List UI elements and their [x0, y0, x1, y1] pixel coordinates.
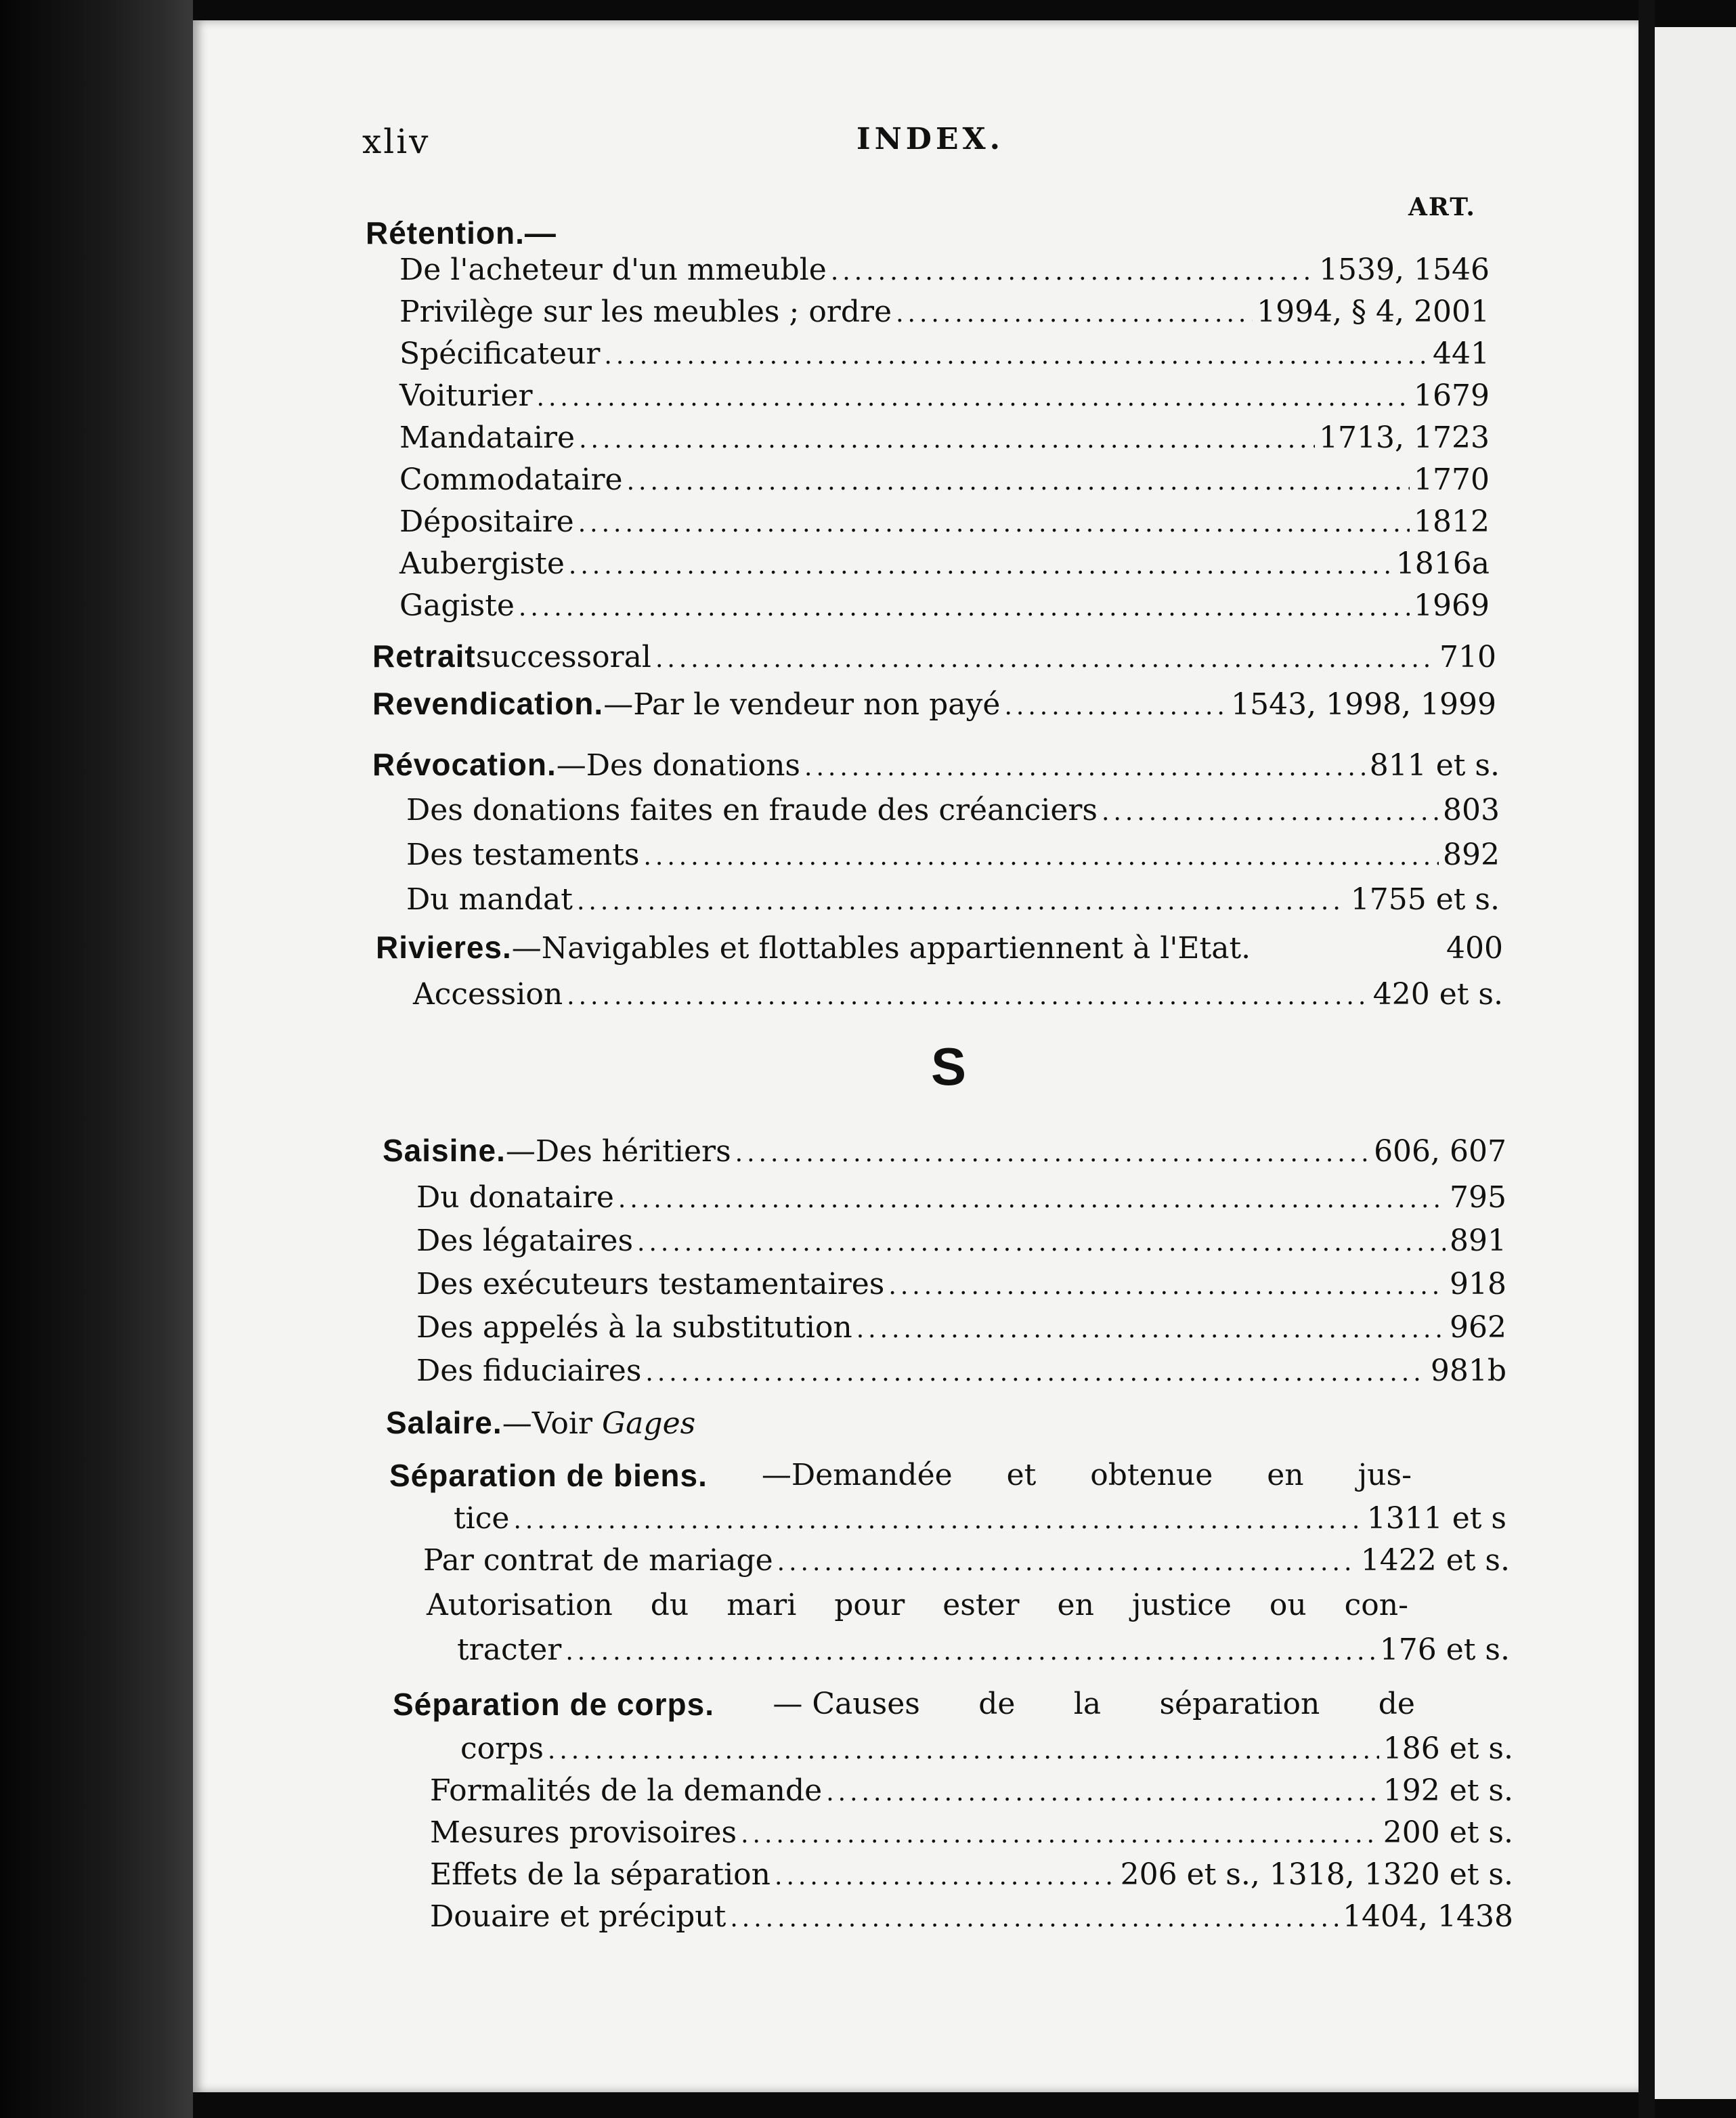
cross-reference: Gages — [602, 1406, 696, 1441]
entry-text: —Voir — [502, 1406, 603, 1441]
article-ref: 420 et s. — [1372, 977, 1503, 1012]
entry-separation-corps — [393, 1685, 1415, 1724]
article-ref: 1543, 1998, 1999 — [1231, 687, 1496, 722]
article-ref: 1404, 1438 — [1343, 1899, 1513, 1934]
entry-heading: Séparation de biens. — [389, 1458, 708, 1493]
entry-word: en — [1057, 1588, 1094, 1622]
page-divider — [1639, 0, 1655, 2118]
entry-heading: Saisine. — [383, 1133, 506, 1168]
entry-word: jus- — [1358, 1458, 1412, 1492]
subentry-label: Douaire et préciput — [430, 1899, 726, 1934]
entry-retention — [366, 213, 557, 254]
entry-rivieres — [376, 928, 1503, 968]
entry-text: —Des héritiers — [505, 1134, 731, 1169]
article-ref: 606, 607 — [1374, 1134, 1506, 1169]
article-ref: 1422 et s. — [1360, 1543, 1510, 1578]
article-ref: 441 — [1433, 337, 1490, 371]
subentry — [406, 836, 1500, 877]
article-ref: 1994, § 4, 2001 — [1257, 295, 1490, 329]
leader-dots — [730, 1897, 1339, 1939]
book-gutter — [0, 0, 193, 2118]
entry-revocation — [372, 745, 1500, 787]
subentry — [430, 1771, 1513, 1813]
subentry — [399, 293, 1490, 334]
entry-text: tice — [454, 1501, 510, 1536]
entry-saisine — [383, 1131, 1506, 1173]
subentry-label: Effets de la séparation — [430, 1857, 771, 1892]
leader-dots — [775, 1855, 1116, 1897]
leader-dots — [548, 1729, 1379, 1771]
entry-heading: Revendication. — [372, 686, 604, 721]
article-ref: 811 et s. — [1369, 748, 1500, 783]
entry-continuation — [457, 1630, 1510, 1672]
leader-dots — [735, 1132, 1370, 1173]
facing-page-edge — [1655, 27, 1736, 2099]
article-ref: 1969 — [1414, 588, 1490, 623]
subentry — [399, 502, 1490, 544]
leader-dots — [565, 1630, 1375, 1672]
entry-word: séparation — [1159, 1687, 1320, 1721]
subentry — [416, 1265, 1506, 1306]
subentry-label: Formalités de la demande — [430, 1773, 823, 1808]
entry-text: tracter — [457, 1633, 562, 1667]
article-ref: 981b — [1430, 1354, 1506, 1388]
entry-text: successoral — [475, 640, 651, 674]
article-ref: 892 — [1443, 838, 1500, 872]
article-ref: 206 et s., 1318, 1320 et s. — [1120, 1857, 1513, 1892]
subentry-label: Par contrat de mariage — [423, 1543, 773, 1578]
subentry-label: Des fiduciaires — [416, 1354, 642, 1388]
leader-dots — [604, 334, 1429, 376]
leader-dots — [627, 460, 1410, 502]
subentry — [416, 1222, 1506, 1263]
article-ref: 192 et s. — [1383, 1773, 1513, 1808]
subentry-label: Des testaments — [406, 838, 640, 872]
leader-dots — [579, 418, 1315, 460]
entry-word: —Demandée — [761, 1458, 953, 1492]
subentry-label: Spécificateur — [399, 337, 601, 371]
entry-word: et — [1006, 1458, 1037, 1492]
entry-word: justice — [1131, 1588, 1232, 1622]
subentry — [430, 1897, 1513, 1939]
leader-dots — [896, 293, 1253, 334]
entry-salaire — [386, 1403, 695, 1444]
subentry — [399, 334, 1490, 376]
article-ref: 795 — [1450, 1180, 1506, 1215]
subentry-label: Privilège sur les meubles ; ordre — [399, 295, 892, 329]
leader-dots — [567, 975, 1369, 1016]
entry-text: —Des donations — [556, 748, 801, 783]
leader-dots — [537, 376, 1410, 418]
leader-dots — [569, 544, 1392, 586]
subentry-label: Gagiste — [399, 588, 515, 623]
leader-dots — [643, 836, 1439, 877]
subentry-label: Commodataire — [399, 462, 623, 497]
subentry — [406, 791, 1500, 832]
subentry — [416, 1352, 1506, 1393]
entry-word: ester — [942, 1588, 1020, 1622]
article-ref: 1539, 1546 — [1319, 253, 1490, 287]
article-ref: 1770 — [1414, 462, 1490, 497]
article-ref: 891 — [1450, 1224, 1506, 1258]
subentry-label: Des appelés à la substitution — [416, 1310, 852, 1345]
running-head: INDEX. — [856, 122, 1004, 156]
article-ref: 1311 et s — [1366, 1501, 1506, 1536]
leader-dots — [1102, 791, 1439, 832]
leader-dots — [856, 1308, 1446, 1349]
article-column-label: ART. — [1408, 193, 1476, 221]
article-ref: 400 — [1446, 931, 1503, 966]
subentry-label: Aubergiste — [399, 546, 565, 581]
leader-dots — [637, 1222, 1446, 1263]
entry-word: Autorisation — [427, 1588, 613, 1622]
article-ref: 918 — [1450, 1267, 1506, 1301]
page-number: xliv — [362, 122, 431, 161]
subentry-label: Mesures provisoires — [430, 1815, 737, 1850]
entry-separation-biens — [389, 1456, 1412, 1495]
entry-continuation — [454, 1499, 1506, 1540]
article-ref: 186 et s. — [1383, 1731, 1513, 1766]
article-ref: 803 — [1443, 793, 1500, 827]
subentry-label: Dépositaire — [399, 504, 574, 539]
entry-continuation — [460, 1729, 1513, 1771]
entry-text: corps — [460, 1731, 544, 1766]
subentry — [430, 1855, 1513, 1897]
leader-dots — [741, 1813, 1379, 1855]
subentry-label: Mandataire — [399, 420, 576, 455]
subentry-label: Voiturier — [399, 379, 533, 413]
entry-retrait — [372, 636, 1496, 679]
entry-heading: Salaire. — [386, 1405, 502, 1440]
entry-word: du — [650, 1588, 689, 1622]
subentry — [416, 1308, 1506, 1349]
leader-dots — [655, 638, 1435, 679]
leader-dots — [804, 746, 1366, 787]
subentry-label: Des exécuteurs testamentaires — [416, 1267, 885, 1301]
subentry-autorisation — [427, 1586, 1408, 1625]
section-letter: S — [931, 1037, 967, 1096]
entry-heading: Séparation de corps. — [393, 1687, 715, 1722]
article-ref: 1812 — [1414, 504, 1490, 539]
subentry — [423, 1541, 1510, 1582]
article-ref: 200 et s. — [1383, 1815, 1513, 1850]
entry-word: obtenue — [1090, 1458, 1213, 1492]
page-header — [362, 122, 1493, 176]
leader-dots — [618, 1178, 1446, 1219]
subentry-label: Du donataire — [416, 1180, 614, 1215]
entry-word: ou — [1269, 1588, 1307, 1622]
entry-text: —Par le vendeur non payé — [603, 687, 1001, 722]
article-ref: 176 et s. — [1379, 1633, 1510, 1667]
leader-dots — [826, 1771, 1379, 1813]
subentry — [406, 880, 1500, 922]
leader-dots — [577, 880, 1347, 922]
leader-dots — [645, 1352, 1426, 1393]
leader-dots — [888, 1265, 1446, 1306]
article-ref: 1713, 1723 — [1319, 420, 1490, 455]
subentry-label: Des légataires — [416, 1224, 634, 1258]
subentry-label: Des donations faites en fraude des créanciers — [406, 793, 1098, 827]
entry-text: —Navigables et flottables appartiennent à l'Etat. — [511, 931, 1251, 966]
entry-word: con- — [1344, 1588, 1408, 1622]
subentry — [416, 1178, 1506, 1219]
article-ref: 962 — [1450, 1310, 1506, 1345]
article-ref: 1679 — [1414, 379, 1490, 413]
leader-dots — [578, 502, 1410, 544]
subentry — [399, 586, 1490, 628]
article-ref: 1755 et s. — [1350, 882, 1500, 917]
entry-word: la — [1073, 1687, 1102, 1721]
entry-word: en — [1267, 1458, 1304, 1492]
subentry-label: Accession — [413, 977, 563, 1012]
subentry — [399, 544, 1490, 586]
leader-dots — [513, 1499, 1362, 1540]
entry-heading: Révocation. — [372, 747, 557, 782]
article-ref: 1816a — [1395, 546, 1490, 581]
entry-word: de — [1378, 1687, 1415, 1721]
article-ref: 710 — [1439, 640, 1496, 674]
subentry — [399, 418, 1490, 460]
subentry — [413, 975, 1503, 1016]
entry-word: — Causes — [773, 1687, 920, 1721]
entry-revendication — [372, 684, 1496, 727]
leader-dots — [831, 251, 1315, 292]
entry-word: pour — [834, 1588, 905, 1622]
leader-dots — [1004, 685, 1227, 727]
subentry-label: Du mandat — [406, 882, 573, 917]
subentry — [430, 1813, 1513, 1855]
entry-word: mari — [726, 1588, 797, 1622]
subentry — [399, 251, 1490, 292]
entry-heading: Rivieres. — [376, 930, 512, 965]
subentry — [399, 376, 1490, 418]
leader-dots — [777, 1541, 1357, 1582]
leader-dots — [519, 586, 1410, 628]
entry-heading: Retrait — [372, 639, 476, 674]
subentry — [399, 460, 1490, 502]
subentry-label: De l'acheteur d'un mmeuble — [399, 253, 827, 287]
entry-word: de — [978, 1687, 1016, 1721]
entry-heading: Rétention.— — [366, 215, 557, 251]
